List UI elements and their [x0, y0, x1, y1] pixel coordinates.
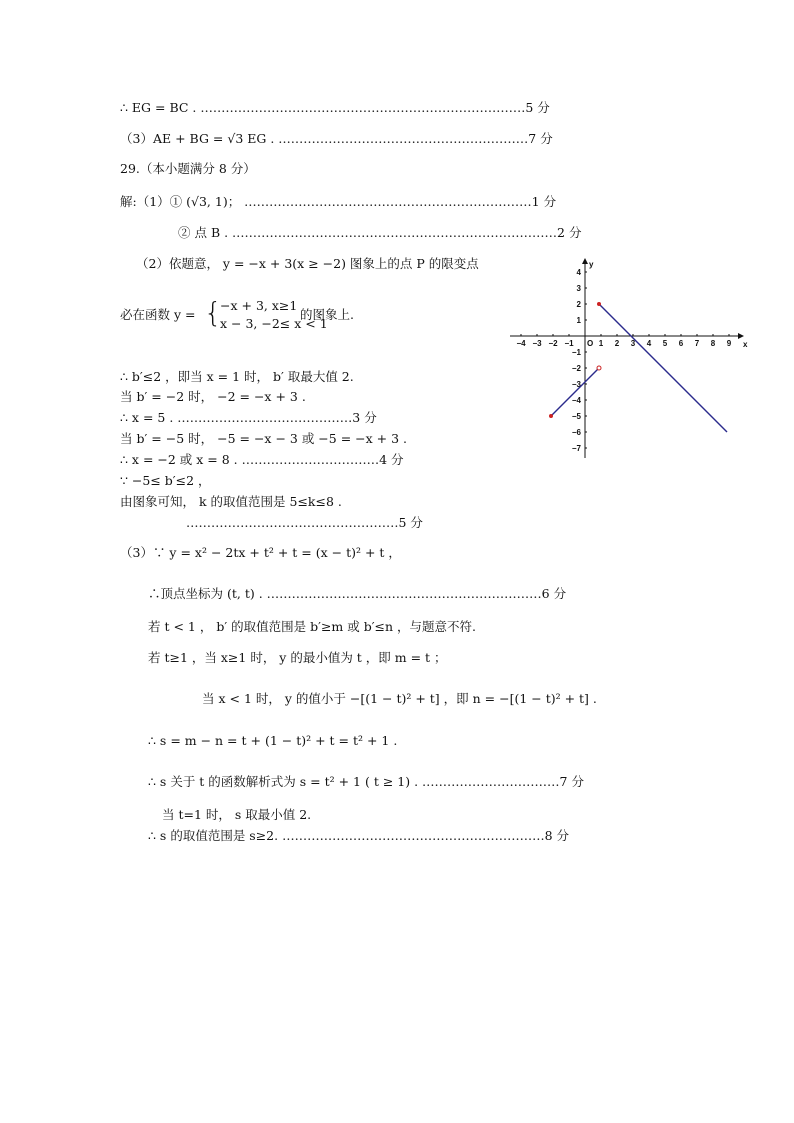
y-tick-label: 4	[576, 268, 581, 277]
brace-glyph: {	[204, 296, 222, 329]
y-axis-label: y	[589, 260, 594, 269]
x-tick-label: 2	[614, 339, 620, 348]
x-tick-label: 3	[630, 339, 636, 348]
y-tick-label: 2	[576, 300, 581, 309]
line-part3-function: （3）∵ y = x² − 2tx + t² + t = (x − t)² + t ，	[120, 545, 401, 560]
open-point-1-neg2	[597, 366, 601, 370]
y-tick-label: −4	[571, 396, 581, 405]
closed-point-1-2	[597, 302, 601, 306]
line-s-range: ∴ s 的取值范围是 s≥2. ………………………………………………………8 分	[148, 828, 570, 843]
x-tick-label: 9	[726, 339, 732, 348]
line-answer-1-2: ② 点 B . ……………………………………………………………………2 分	[178, 225, 582, 240]
piecewise-case-1: −x + 3, x≥1	[220, 298, 298, 313]
line-bmax: ∴ b′≤2 ，即当 x = 1 时， b′ 取最大值 2.	[120, 369, 354, 384]
y-tick-label: −6	[571, 428, 581, 437]
piecewise-case-2: x − 3, −2≤ x < 1	[220, 316, 328, 331]
coordinate-graph	[505, 255, 755, 460]
x-tick-label: 7	[694, 339, 700, 348]
line-n-value: 当 x < 1 时， y 的值小于 −[(1 − t)² + t] ，即 n = −[(1 − t)² + t] .	[202, 691, 597, 706]
line-vertex: ∴顶点坐标为 (t, t) . …………………………………………………………6 分	[148, 586, 567, 601]
line-k-range: 由图象可知， k 的取值范围是 5≤k≤8 .	[120, 494, 342, 509]
graph-line-left	[551, 368, 599, 416]
line-x-values: ∴ x = −2 或 x = 8 . ……………………………4 分	[120, 452, 404, 467]
x-tick-label: −4	[516, 339, 526, 348]
line-b-range: ∵ −5≤ b′≤2 ，	[120, 473, 211, 488]
piecewise-suffix: 的图象上.	[300, 307, 354, 322]
graph-line-right	[599, 304, 727, 432]
y-tick-label: −5	[571, 412, 581, 421]
x-tick-label: −2	[548, 339, 558, 348]
origin-label: O	[587, 339, 594, 348]
y-tick-label: −7	[571, 444, 581, 453]
line-part3-result: （3）AE + BG = √3 EG . ……………………………………………………7 分	[120, 131, 553, 146]
line-s-expression: ∴ s = m − n = t + (1 − t)² + t = t² + 1 .	[148, 733, 398, 748]
line-score-5: ……………………………………………5 分	[186, 515, 423, 530]
x-axis-label: x	[743, 340, 748, 349]
line-case-t-ge-1: 若 t≥1 ，当 x≥1 时， y 的最小值为 t ，即 m = t ；	[148, 650, 447, 665]
axis-ticks	[516, 268, 731, 453]
y-tick-label: 1	[576, 316, 581, 325]
line-part2-intro: （2）依题意， y = −x + 3(x ≥ −2) 图象上的点 P 的限变点	[136, 256, 479, 271]
y-tick-label: −3	[571, 380, 581, 389]
line-s-function: ∴ s 关于 t 的函数解析式为 s = t² + 1 ( t ≥ 1) . ……………………………7 分	[148, 774, 584, 789]
line-case-t-less-1: 若 t < 1 ， b′ 的取值范围是 b′≥m 或 b′≤n ，与题意不符.	[148, 619, 477, 634]
x-tick-label: 6	[678, 339, 684, 348]
line-s-minimum: 当 t=1 时， s 取最小值 2.	[162, 807, 312, 822]
line-eg-bc: ∴ EG = BC . ……………………………………………………………………5 分	[120, 100, 550, 115]
line-answer-1-1: 解:（1）① (√3, 1)； ……………………………………………………………1 分	[120, 194, 557, 209]
piecewise-prefix: 必在函数 y =	[120, 307, 196, 322]
y-tick-label: −1	[571, 348, 581, 357]
x-tick-label: 4	[646, 339, 652, 348]
y-tick-label: −2	[571, 364, 581, 373]
x-tick-label: −1	[564, 339, 574, 348]
x-tick-label: 5	[662, 339, 668, 348]
x-tick-label: 1	[598, 339, 604, 348]
line-b-neg5: 当 b′ = −5 时， −5 = −x − 3 或 −5 = −x + 3 .	[120, 431, 407, 446]
x-tick-label: 8	[710, 339, 716, 348]
y-tick-label: 3	[576, 284, 581, 293]
line-x5: ∴ x = 5 . ……………………………………3 分	[120, 410, 377, 425]
line-b-neg2: 当 b′ = −2 时， −2 = −x + 3 .	[120, 389, 306, 404]
x-tick-label: −3	[532, 339, 542, 348]
problem-29-heading: 29.（本小题满分 8 分）	[120, 161, 256, 176]
piecewise-function	[120, 298, 420, 338]
closed-point-neg2-neg5	[549, 414, 553, 418]
